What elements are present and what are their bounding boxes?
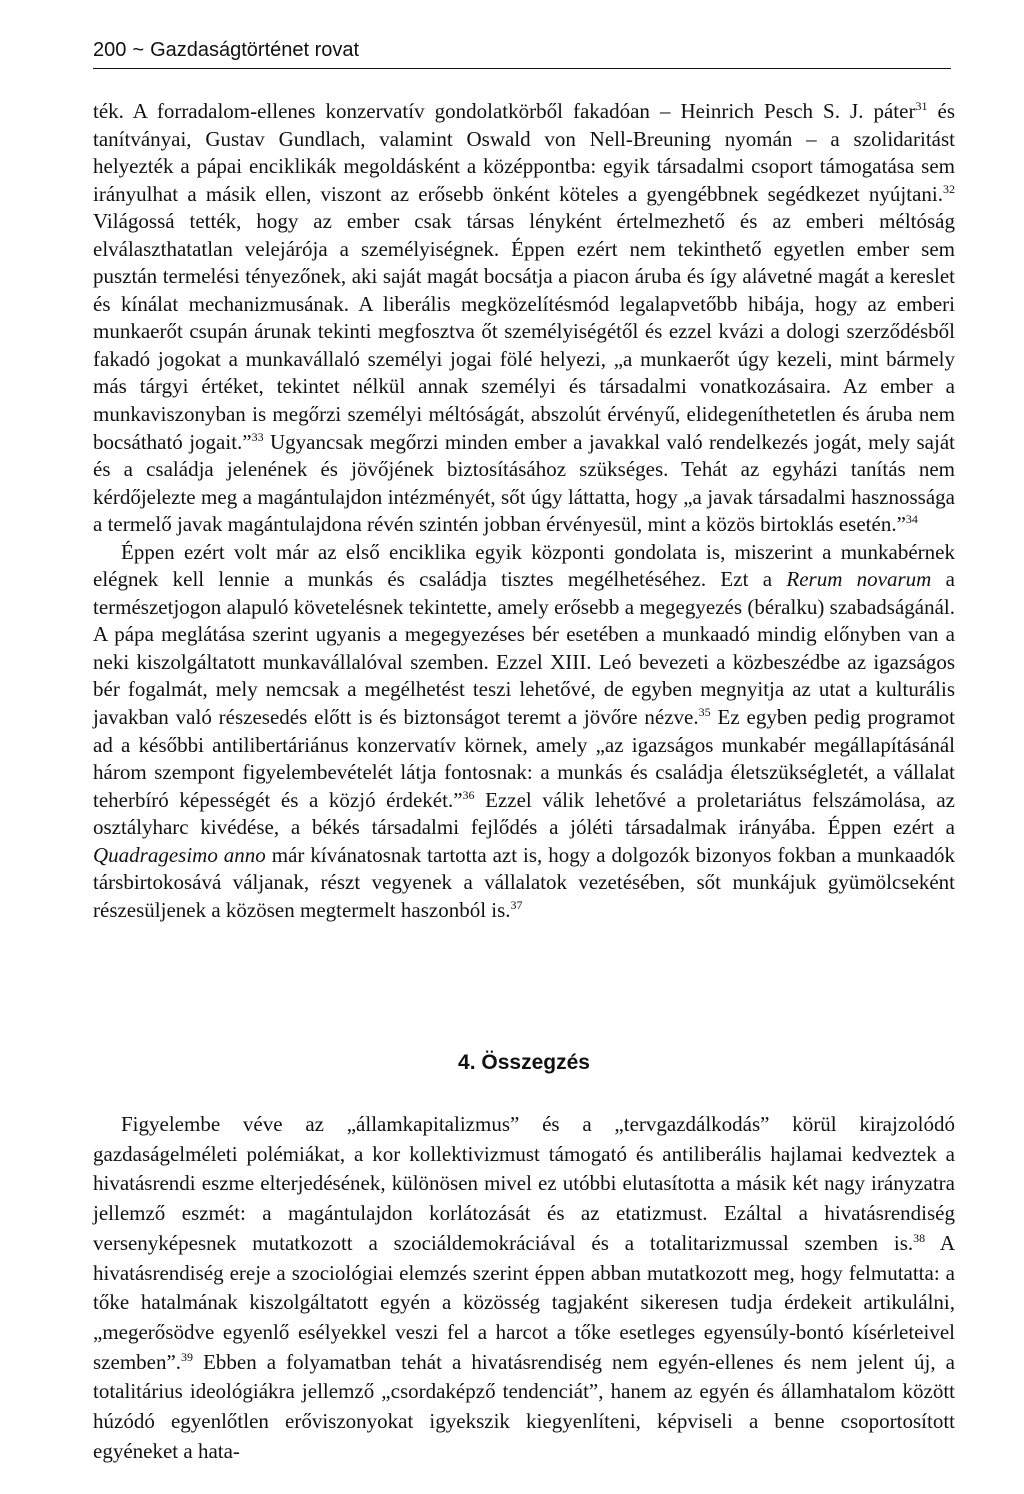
main-body-text — [93, 98, 955, 924]
footnote-reference: 38 — [913, 1230, 926, 1245]
paragraph — [93, 1110, 955, 1466]
footnote-reference: 31 — [915, 99, 928, 113]
footnote-reference: 35 — [698, 705, 711, 720]
text-run: Ezzel válik lehetővé a proletariátus felszámolása, az osztályharc kivédése, a békés társadalmi fejlődés a jóléti társadalmak irányába. Éppen ezért a — [93, 787, 955, 840]
text-run: Figyelembe véve az „államkapitalizmus” és a „tervgazdálkodás” körül kirajzolódó gazdaságelméleti polémiákat, a kor kollektivizmust támogató és antiliberális hajlamai kedveztek a hivatásrendi eszme elterjedésének, különösen mivel ez utóbbi elutasította a másik két nagy irányzatra jellemző eszmét: a magántulajdon korlátozását és az etatizmust. Ezáltal a hivatásrendiség versenyképesnek mutatkozott a szociáldemokráciával és a totalitarizmussal szemben is. — [93, 1112, 955, 1255]
footnote-reference: 36 — [462, 787, 475, 802]
footnote-reference: 33 — [251, 429, 264, 444]
italic-title: Quadragesimo anno — [93, 842, 266, 867]
text-run: Ebben a folyamatban tehát a hivatásrendiség nem egyén-ellenes és nem jelent új, a totalitárius ideológiákra jellemző „csordaképző tendenciát”, hanem az egyén és államhatalom között húzódó egyenlőtlen erőviszonyokat igyekszik kiegyenlíteni, képviseli a benne csoportosított egyéneket a hata- — [93, 1349, 955, 1463]
footnote-reference: 37 — [510, 897, 523, 912]
footnote-reference: 32 — [943, 181, 955, 196]
header-separator: ~ — [132, 39, 145, 61]
section-body-text — [93, 1110, 955, 1466]
text-run: Ez egyben pedig programot ad a későbbi antilibertáriánus konzervatív körnek, amely „az igazságos munkabér megállapításánál három szempont figyelembevételét látja fontosnak: a munkás és családja életszükségletét, a vállalat teherbíró képességét és a közjó érdekét.” — [93, 705, 956, 812]
paragraph — [93, 539, 955, 925]
page-number: 200 — [93, 39, 127, 61]
footnote-reference: 34 — [905, 512, 918, 527]
text-run: ték. A forradalom-ellenes konzervatív gondolatkörből fakadóan – Heinrich Pesch S. J. páter — [93, 99, 916, 123]
text-run: Éppen ezért volt már az első enciklika egyik központi gondolata is, miszerint a munkabérnek elégnek kell lennie a munkás és családja tisztes megélhetéséhez. Ezt a — [93, 539, 955, 592]
text-run: már kívánatosnak tartotta azt is, hogy a dolgozók bizonyos fokban a munkaadók társbirtokosává váljanak, részt vegyenek a vállalatok vezetésében, sőt munkájuk gyümölcseként részesüljenek a közösen megtermelt haszonból is. — [93, 842, 955, 922]
footnote-reference: 39 — [181, 1349, 194, 1364]
text-run: Ugyancsak megőrzi minden ember a javakkal való rendelkezés jogát, mely saját és a családja jelenének és jövőjének biztosításához szükséges. Tehát az egyházi tanítás nem kérdőjelezte meg a magántulajdon intézményét, sőt úgy láttatta, hogy „a javak társadalmi hasznossága a termelő javak magántulajdona révén szintén jobban érvényesül, mint a közös birtoklás esetén.” — [93, 429, 955, 537]
paragraph — [93, 98, 955, 539]
text-run: A hivatásrendiség ereje a szociológiai elemzés szerint éppen abban mutatkozott meg, hogy felmutatta: a tőke hatalmának kiszolgáltatott egyén a közösség tagjaként sikeresen tudja érdekeit artikulálni, „megerősödve egyenlő esélyekkel veszi fel a harcot a tőke esetleges egyensúly-bontó kísérleteivel szemben”. — [93, 1230, 955, 1374]
italic-title: Rerum novarum — [786, 567, 932, 592]
text-run: a természetjogon alapuló követelésnek tekintette, amely erősebb a megegyezés (béralku) szabadságánál. A pápa meglátása szerint ugyanis a megegyezéses bér esetében a munkaadó mindig előnyben van a neki kiszolgáltatott munkavállalóval szemben. Ezzel XIII. Leó bevezeti a közbeszédbe az igazságos bér fogalmát, mely nemcsak a megélhetést teszi lehetővé, de egyben megnyitja az utat a kulturális javakban való részesedés előtt is és biztonságot teremt a jövőre nézve. — [93, 567, 955, 730]
text-run: Világossá tették, hogy az ember csak társas lényként értelmezhető és az emberi méltóság elválaszthatatlan velejárója a személyiségnek. Éppen ezért nem tekinthető egyetlen ember sem pusztán termelési tényezőnek, aki saját magát bocsátja a piacon áruba és így alávetné magát a kereslet és kínálat mechanizmusának. A liberális megközelítésmód legalapvetőbb hibája, hogy az emberi munkaerőt csupán árunak tekinti megfosztva őt személyiségétől és ezzel kvázi a dologi szerződésből fakadó jogokat a munkavállaló személyi jogai fölé helyezi, „a munkaerőt úgy kezeli, mint bármely más tárgyi értéket, tekintet nélkül annak személyi és társadalmi vonatkozásaira. Az ember a munkaviszonyban is megőrzi személyi méltóságát, abszolút érvényű, elidegeníthetetlen és áruba nem bocsátható jogait.” — [93, 209, 955, 454]
section-heading: 4. Összegzés — [458, 1051, 590, 1074]
journal-section-title: Gazdaságtörténet rovat — [150, 39, 360, 61]
text-run: és tanítványai, Gustav Gundlach, valamint Oswald von Nell-Breuning nyomán – a szolidaritást helyezték a pápai enciklikák megoldásként a középpontba: egyik társadalmi csoport támogatása sem irányulhat a másik ellen, viszont az erősebb önként köteles a gyengébbnek segédkezet nyújtani. — [93, 99, 955, 206]
running-header — [93, 32, 951, 69]
